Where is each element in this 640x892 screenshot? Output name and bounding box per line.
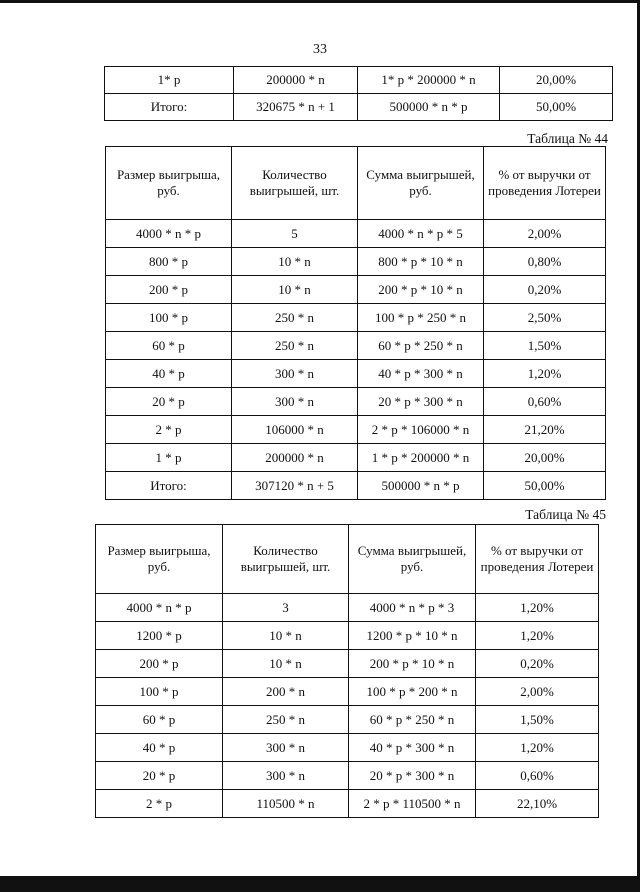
table-row [106, 416, 606, 444]
prize-count-cell: 10 * n [232, 276, 358, 304]
revenue-percent-cell: 0,80% [484, 248, 606, 276]
table-44-caption: Таблица № 44 [527, 131, 608, 146]
table-row [96, 734, 599, 762]
prize-size-cell: 20 * p [106, 388, 232, 416]
prize-size-cell: 1200 * p [96, 622, 223, 650]
revenue-percent-cell: 2,00% [476, 678, 599, 706]
table-45-caption: Таблица № 45 [525, 507, 606, 522]
revenue-percent-cell: 50,00% [484, 472, 606, 500]
prize-count-cell: 106000 * n [232, 416, 358, 444]
prize-size-cell: 1 * p [106, 444, 232, 472]
prize-count-cell: 250 * n [223, 706, 349, 734]
table-row [106, 276, 606, 304]
table-row [106, 304, 606, 332]
prize-sum-cell: 60 * p * 250 * n [358, 332, 484, 360]
table-row [106, 332, 606, 360]
prize-size-cell: 20 * p [96, 762, 223, 790]
table-row [96, 594, 599, 622]
prize-count-cell: 10 * n [232, 248, 358, 276]
revenue-percent-cell: 21,20% [484, 416, 606, 444]
header-prize-count: Количество выигрышей, шт. [232, 147, 358, 220]
revenue-percent-cell: 50,00% [500, 94, 613, 121]
scan-edge-bottom [0, 876, 640, 892]
prize-count-cell: 3 [223, 594, 349, 622]
revenue-percent-cell: 2,00% [484, 220, 606, 248]
header-prize-size: Размер выигрыша, руб. [96, 525, 223, 594]
revenue-percent-cell: 20,00% [500, 67, 613, 94]
prize-sum-cell: 200 * p * 10 * n [349, 650, 476, 678]
revenue-percent-cell: 1,20% [484, 360, 606, 388]
prize-count-cell: 320675 * n + 1 [234, 94, 358, 121]
prize-sum-cell: 1200 * p * 10 * n [349, 622, 476, 650]
prize-count-cell: 200 * n [223, 678, 349, 706]
table-row [96, 678, 599, 706]
prize-count-cell: 10 * n [223, 622, 349, 650]
prize-sum-cell: 60 * p * 250 * n [349, 706, 476, 734]
revenue-percent-cell: 22,10% [476, 790, 599, 818]
revenue-percent-cell: 1,20% [476, 622, 599, 650]
page-number: 33 [313, 42, 327, 57]
prize-count-cell: 200000 * n [234, 67, 358, 94]
prize-sum-cell: 2 * p * 106000 * n [358, 416, 484, 444]
revenue-percent-cell: 20,00% [484, 444, 606, 472]
prize-sum-cell: 20 * p * 300 * n [349, 762, 476, 790]
table-total-row [106, 472, 606, 500]
prize-count-cell: 5 [232, 220, 358, 248]
prize-sum-cell: 500000 * n * p [358, 472, 484, 500]
revenue-percent-cell: 0,20% [476, 650, 599, 678]
header-prize-size: Размер выигрыша, руб. [106, 147, 232, 220]
prize-size-cell: 100 * p [96, 678, 223, 706]
table-43-continuation [104, 66, 613, 121]
table-header-row [106, 147, 606, 220]
header-prize-sum: Сумма выигрышей, руб. [358, 147, 484, 220]
prize-size-cell: 4000 * n * p [106, 220, 232, 248]
table-row [106, 388, 606, 416]
header-prize-sum: Сумма выигрышей, руб. [349, 525, 476, 594]
prize-size-cell: 60 * p [106, 332, 232, 360]
prize-count-cell: 300 * n [223, 734, 349, 762]
prize-count-cell: 300 * n [232, 388, 358, 416]
prize-sum-cell: 200 * p * 10 * n [358, 276, 484, 304]
prize-sum-cell: 40 * p * 300 * n [349, 734, 476, 762]
table-row [96, 650, 599, 678]
prize-size-cell: 40 * p [96, 734, 223, 762]
prize-size-cell: 800 * p [106, 248, 232, 276]
revenue-percent-cell: 1,20% [476, 594, 599, 622]
table-row [106, 248, 606, 276]
prize-sum-cell: 1 * p * 200000 * n [358, 444, 484, 472]
revenue-percent-cell: 1,20% [476, 734, 599, 762]
prize-count-cell: 307120 * n + 5 [232, 472, 358, 500]
prize-count-cell: 200000 * n [232, 444, 358, 472]
prize-count-cell: 250 * n [232, 332, 358, 360]
table-row [96, 706, 599, 734]
prize-sum-cell: 100 * p * 200 * n [349, 678, 476, 706]
table-row [96, 622, 599, 650]
revenue-percent-cell: 0,60% [476, 762, 599, 790]
prize-sum-cell: 40 * p * 300 * n [358, 360, 484, 388]
revenue-percent-cell: 0,60% [484, 388, 606, 416]
revenue-percent-cell: 1,50% [484, 332, 606, 360]
prize-count-cell: 250 * n [232, 304, 358, 332]
prize-sum-cell: 20 * p * 300 * n [358, 388, 484, 416]
table-row [96, 790, 599, 818]
prize-sum-cell: 800 * p * 10 * n [358, 248, 484, 276]
total-label-cell: Итого: [105, 94, 234, 121]
revenue-percent-cell: 2,50% [484, 304, 606, 332]
table-45 [95, 524, 599, 818]
header-revenue-percent: % от выручки от проведения Лотереи [476, 525, 599, 594]
prize-size-cell: 200 * p [106, 276, 232, 304]
table-row [106, 360, 606, 388]
revenue-percent-cell: 0,20% [484, 276, 606, 304]
prize-sum-cell: 500000 * n * p [358, 94, 500, 121]
prize-size-cell: 2 * p [96, 790, 223, 818]
prize-size-cell: 4000 * n * p [96, 594, 223, 622]
revenue-percent-cell: 1,50% [476, 706, 599, 734]
prize-count-cell: 300 * n [232, 360, 358, 388]
table-row [96, 762, 599, 790]
prize-size-cell: 60 * p [96, 706, 223, 734]
header-prize-count: Количество выигрышей, шт. [223, 525, 349, 594]
prize-sum-cell: 4000 * n * p * 3 [349, 594, 476, 622]
table-row [106, 444, 606, 472]
table-row [105, 67, 613, 94]
prize-count-cell: 110500 * n [223, 790, 349, 818]
scan-edge-top [0, 0, 640, 3]
table-header-row [96, 525, 599, 594]
prize-count-cell: 300 * n [223, 762, 349, 790]
total-label-cell: Итого: [106, 472, 232, 500]
prize-sum-cell: 1* p * 200000 * n [358, 67, 500, 94]
table-total-row [105, 94, 613, 121]
prize-size-cell: 2 * p [106, 416, 232, 444]
prize-size-cell: 1* p [105, 67, 234, 94]
table-row [106, 220, 606, 248]
prize-size-cell: 40 * p [106, 360, 232, 388]
header-revenue-percent: % от выручки от проведения Лотереи [484, 147, 606, 220]
prize-sum-cell: 2 * p * 110500 * n [349, 790, 476, 818]
prize-size-cell: 100 * p [106, 304, 232, 332]
table-44 [105, 146, 606, 500]
prize-sum-cell: 4000 * n * p * 5 [358, 220, 484, 248]
prize-count-cell: 10 * n [223, 650, 349, 678]
prize-sum-cell: 100 * p * 250 * n [358, 304, 484, 332]
prize-size-cell: 200 * p [96, 650, 223, 678]
